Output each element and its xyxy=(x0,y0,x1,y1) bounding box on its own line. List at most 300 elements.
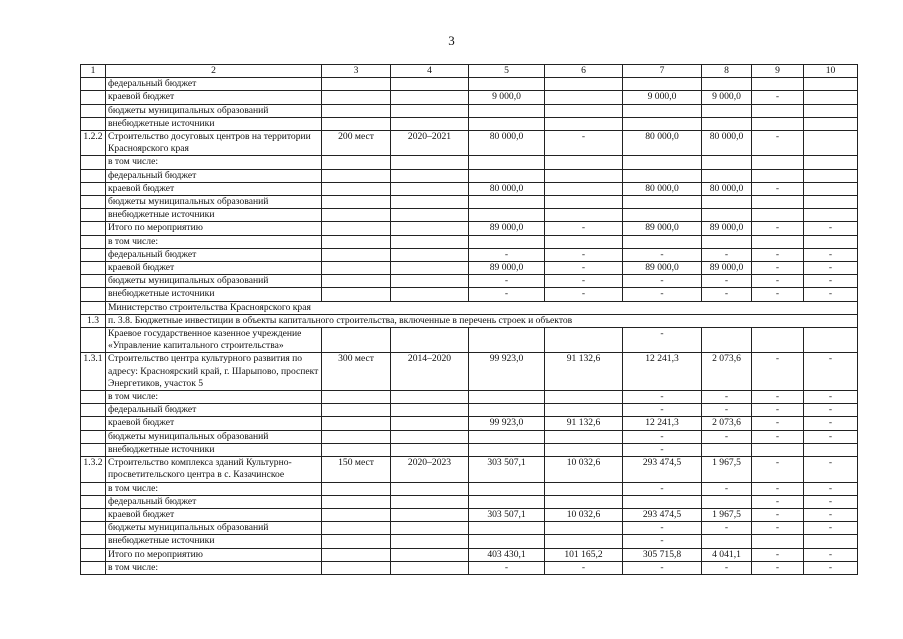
value-cell xyxy=(469,328,545,353)
row-number-cell xyxy=(81,222,106,235)
value-cell: - xyxy=(702,391,752,404)
value-cell xyxy=(391,156,469,169)
row-number-cell xyxy=(81,235,106,248)
value-cell xyxy=(702,443,752,456)
value-cell: 2020–2021 xyxy=(391,131,469,156)
value-cell: 2 073,6 xyxy=(702,353,752,391)
table-row xyxy=(81,235,858,248)
table-row xyxy=(81,353,858,391)
value-cell xyxy=(391,561,469,574)
value-cell xyxy=(322,508,391,521)
value-cell: - xyxy=(702,522,752,535)
value-cell: - xyxy=(545,222,623,235)
value-cell xyxy=(804,209,858,222)
value-cell xyxy=(322,196,391,209)
row-number-cell: 1.3 xyxy=(81,314,106,327)
description-cell: федеральный бюджет xyxy=(106,404,322,417)
value-cell: - xyxy=(702,430,752,443)
value-cell: - xyxy=(752,457,804,482)
value-cell: 1 967,5 xyxy=(702,508,752,521)
table-row xyxy=(81,314,858,327)
value-cell xyxy=(702,196,752,209)
description-cell: Строительство комплекса зданий Культурно-просветительского центра в с. Казачинское xyxy=(106,457,322,482)
section-title-cell: п. 3.8. Бюджетные инвестиции в объекты капитального строительства, включенные в перечень строек и объектов xyxy=(106,314,858,327)
col-header: 1 xyxy=(81,65,106,78)
value-cell xyxy=(391,417,469,430)
value-cell: - xyxy=(752,495,804,508)
value-cell: - xyxy=(702,482,752,495)
value-cell xyxy=(545,443,623,456)
table-row xyxy=(81,417,858,430)
table-row xyxy=(81,156,858,169)
value-cell: 101 165,2 xyxy=(545,548,623,561)
description-cell: Краевое государственное казенное учреждение «Управление капитального строительства» xyxy=(106,328,322,353)
row-number-cell xyxy=(81,117,106,130)
value-cell: - xyxy=(623,561,702,574)
value-cell xyxy=(391,78,469,91)
table-row xyxy=(81,495,858,508)
row-number-cell: 1.2.2 xyxy=(81,131,106,156)
value-cell xyxy=(702,209,752,222)
value-cell xyxy=(702,169,752,182)
row-number-cell xyxy=(81,430,106,443)
value-cell: - xyxy=(804,404,858,417)
value-cell: 89 000,0 xyxy=(702,262,752,275)
value-cell xyxy=(391,209,469,222)
col-header: 2 xyxy=(106,65,322,78)
value-cell xyxy=(623,196,702,209)
value-cell xyxy=(804,535,858,548)
col-header: 4 xyxy=(391,65,469,78)
value-cell xyxy=(322,482,391,495)
value-cell xyxy=(391,117,469,130)
value-cell xyxy=(545,182,623,195)
description-cell: федеральный бюджет xyxy=(106,248,322,261)
value-cell: - xyxy=(804,262,858,275)
value-cell xyxy=(322,417,391,430)
row-number-cell xyxy=(81,78,106,91)
value-cell xyxy=(391,535,469,548)
value-cell: 80 000,0 xyxy=(469,131,545,156)
value-cell xyxy=(804,169,858,182)
col-header: 9 xyxy=(752,65,804,78)
value-cell xyxy=(391,522,469,535)
value-cell xyxy=(391,248,469,261)
value-cell: - xyxy=(623,248,702,261)
header-row xyxy=(81,65,858,78)
description-cell: внебюджетные источники xyxy=(106,288,322,301)
table-row xyxy=(81,248,858,261)
description-cell: федеральный бюджет xyxy=(106,78,322,91)
value-cell xyxy=(322,328,391,353)
row-number-cell xyxy=(81,209,106,222)
value-cell xyxy=(469,169,545,182)
value-cell xyxy=(804,182,858,195)
value-cell: - xyxy=(469,248,545,261)
value-cell: - xyxy=(752,182,804,195)
value-cell xyxy=(545,156,623,169)
table-row xyxy=(81,522,858,535)
value-cell xyxy=(322,235,391,248)
value-cell xyxy=(702,328,752,353)
value-cell: - xyxy=(752,248,804,261)
value-cell xyxy=(702,235,752,248)
row-number-cell xyxy=(81,482,106,495)
description-cell: бюджеты муниципальных образований xyxy=(106,275,322,288)
value-cell xyxy=(391,288,469,301)
value-cell: - xyxy=(623,482,702,495)
value-cell xyxy=(391,508,469,521)
description-cell: Итого по мероприятию xyxy=(106,548,322,561)
value-cell xyxy=(322,91,391,104)
value-cell xyxy=(804,156,858,169)
value-cell xyxy=(322,262,391,275)
value-cell xyxy=(469,235,545,248)
description-cell: федеральный бюджет xyxy=(106,169,322,182)
value-cell: 80 000,0 xyxy=(623,182,702,195)
row-number-cell: 1.3.1 xyxy=(81,353,106,391)
description-cell: внебюджетные источники xyxy=(106,443,322,456)
value-cell xyxy=(545,196,623,209)
description-cell: Строительство досуговых центров на территории Красноярского края xyxy=(106,131,322,156)
value-cell xyxy=(545,328,623,353)
col-header: 6 xyxy=(545,65,623,78)
value-cell: - xyxy=(702,275,752,288)
value-cell: 2 073,6 xyxy=(702,417,752,430)
table-row xyxy=(81,131,858,156)
value-cell: - xyxy=(545,131,623,156)
value-cell xyxy=(752,535,804,548)
value-cell: - xyxy=(804,561,858,574)
value-cell: - xyxy=(623,391,702,404)
description-cell: Итого по мероприятию xyxy=(106,222,322,235)
description-cell: краевой бюджет xyxy=(106,508,322,521)
value-cell: - xyxy=(545,561,623,574)
row-number-cell xyxy=(81,522,106,535)
value-cell xyxy=(469,495,545,508)
value-cell: - xyxy=(752,508,804,521)
value-cell: 99 923,0 xyxy=(469,353,545,391)
value-cell: 89 000,0 xyxy=(469,262,545,275)
value-cell xyxy=(469,430,545,443)
value-cell: - xyxy=(623,535,702,548)
value-cell xyxy=(545,209,623,222)
value-cell: 12 241,3 xyxy=(623,417,702,430)
value-cell xyxy=(322,275,391,288)
value-cell xyxy=(623,104,702,117)
value-cell xyxy=(545,404,623,417)
value-cell: - xyxy=(469,288,545,301)
value-cell: 303 507,1 xyxy=(469,457,545,482)
value-cell: 80 000,0 xyxy=(623,131,702,156)
value-cell xyxy=(322,548,391,561)
value-cell xyxy=(469,196,545,209)
table-row xyxy=(81,535,858,548)
description-cell: в том числе: xyxy=(106,482,322,495)
value-cell xyxy=(469,391,545,404)
value-cell xyxy=(752,104,804,117)
table-row xyxy=(81,457,858,482)
value-cell: - xyxy=(545,275,623,288)
value-cell: - xyxy=(752,391,804,404)
table-row xyxy=(81,561,858,574)
value-cell xyxy=(804,443,858,456)
value-cell: 305 715,8 xyxy=(623,548,702,561)
value-cell xyxy=(545,91,623,104)
value-cell xyxy=(752,209,804,222)
value-cell xyxy=(322,535,391,548)
row-number-cell xyxy=(81,328,106,353)
value-cell xyxy=(322,522,391,535)
section-title-cell: Министерство строительства Красноярского края xyxy=(106,301,858,314)
table-row xyxy=(81,262,858,275)
col-header: 8 xyxy=(702,65,752,78)
description-cell: бюджеты муниципальных образований xyxy=(106,104,322,117)
value-cell xyxy=(469,78,545,91)
value-cell: 91 132,6 xyxy=(545,353,623,391)
description-cell: в том числе: xyxy=(106,156,322,169)
description-cell: краевой бюджет xyxy=(106,417,322,430)
value-cell xyxy=(469,104,545,117)
value-cell xyxy=(623,495,702,508)
value-cell xyxy=(623,117,702,130)
table-row xyxy=(81,78,858,91)
table-row xyxy=(81,104,858,117)
col-header: 10 xyxy=(804,65,858,78)
value-cell: 150 мест xyxy=(322,457,391,482)
value-cell: - xyxy=(752,522,804,535)
value-cell: - xyxy=(804,417,858,430)
page-number: 3 xyxy=(448,33,455,48)
row-number-cell xyxy=(81,156,106,169)
row-number-cell xyxy=(81,391,106,404)
value-cell xyxy=(391,328,469,353)
value-cell xyxy=(702,104,752,117)
value-cell xyxy=(623,156,702,169)
col-header: 5 xyxy=(469,65,545,78)
value-cell: - xyxy=(752,548,804,561)
value-cell xyxy=(545,117,623,130)
description-cell: внебюджетные источники xyxy=(106,535,322,548)
description-cell: бюджеты муниципальных образований xyxy=(106,196,322,209)
row-number-cell xyxy=(81,275,106,288)
value-cell xyxy=(322,104,391,117)
value-cell: 1 967,5 xyxy=(702,457,752,482)
value-cell xyxy=(752,235,804,248)
table-row xyxy=(81,391,858,404)
value-cell: 10 032,6 xyxy=(545,508,623,521)
row-number-cell xyxy=(81,248,106,261)
table-row xyxy=(81,508,858,521)
value-cell: 2020–2023 xyxy=(391,457,469,482)
value-cell xyxy=(804,328,858,353)
value-cell xyxy=(322,561,391,574)
value-cell: - xyxy=(804,457,858,482)
description-cell: бюджеты муниципальных образований xyxy=(106,522,322,535)
value-cell xyxy=(804,78,858,91)
description-cell: федеральный бюджет xyxy=(106,495,322,508)
value-cell xyxy=(322,404,391,417)
value-cell: - xyxy=(623,522,702,535)
value-cell xyxy=(469,522,545,535)
value-cell: 9 000,0 xyxy=(702,91,752,104)
value-cell xyxy=(469,156,545,169)
value-cell: 2014–2020 xyxy=(391,353,469,391)
description-cell: Строительство центра культурного развития по адресу: Красноярский край, г. Шарыпово, проспект Энергетиков, участок 5 xyxy=(106,353,322,391)
description-cell: внебюджетные источники xyxy=(106,209,322,222)
value-cell: 4 041,1 xyxy=(702,548,752,561)
value-cell xyxy=(545,391,623,404)
value-cell: 200 мест xyxy=(322,131,391,156)
row-number-cell xyxy=(81,196,106,209)
value-cell xyxy=(391,222,469,235)
value-cell xyxy=(702,535,752,548)
description-cell: в том числе: xyxy=(106,561,322,574)
value-cell: 89 000,0 xyxy=(623,222,702,235)
row-number-cell xyxy=(81,443,106,456)
value-cell xyxy=(469,117,545,130)
value-cell: 89 000,0 xyxy=(702,222,752,235)
row-number-cell xyxy=(81,169,106,182)
value-cell xyxy=(545,430,623,443)
value-cell: - xyxy=(804,353,858,391)
value-cell xyxy=(391,495,469,508)
table-row xyxy=(81,288,858,301)
row-number-cell xyxy=(81,548,106,561)
table-row xyxy=(81,301,858,314)
value-cell xyxy=(322,430,391,443)
value-cell xyxy=(322,182,391,195)
value-cell: - xyxy=(804,508,858,521)
value-cell: 9 000,0 xyxy=(623,91,702,104)
value-cell: - xyxy=(702,404,752,417)
table-row xyxy=(81,404,858,417)
value-cell: - xyxy=(623,275,702,288)
row-number-cell xyxy=(81,182,106,195)
value-cell: - xyxy=(752,222,804,235)
row-number-cell xyxy=(81,91,106,104)
value-cell: 293 474,5 xyxy=(623,508,702,521)
value-cell: - xyxy=(752,131,804,156)
table-row xyxy=(81,169,858,182)
row-number-cell xyxy=(81,301,106,314)
row-number-cell xyxy=(81,535,106,548)
value-cell xyxy=(752,78,804,91)
value-cell: - xyxy=(804,482,858,495)
description-cell: в том числе: xyxy=(106,391,322,404)
value-cell: - xyxy=(752,288,804,301)
value-cell: - xyxy=(623,328,702,353)
value-cell xyxy=(322,209,391,222)
value-cell xyxy=(804,131,858,156)
value-cell xyxy=(391,443,469,456)
value-cell xyxy=(322,495,391,508)
value-cell xyxy=(391,196,469,209)
table-row xyxy=(81,548,858,561)
value-cell xyxy=(752,169,804,182)
value-cell: - xyxy=(545,262,623,275)
value-cell xyxy=(752,328,804,353)
value-cell xyxy=(752,443,804,456)
value-cell: - xyxy=(752,404,804,417)
value-cell xyxy=(545,495,623,508)
value-cell xyxy=(545,482,623,495)
value-cell: 293 474,5 xyxy=(623,457,702,482)
row-number-cell xyxy=(81,262,106,275)
value-cell xyxy=(391,182,469,195)
table-row xyxy=(81,430,858,443)
row-number-cell xyxy=(81,508,106,521)
value-cell: - xyxy=(804,430,858,443)
budget-table xyxy=(80,64,858,575)
value-cell xyxy=(391,262,469,275)
value-cell xyxy=(391,391,469,404)
value-cell: 91 132,6 xyxy=(545,417,623,430)
value-cell: 12 241,3 xyxy=(623,353,702,391)
value-cell: - xyxy=(752,417,804,430)
row-number-cell xyxy=(81,104,106,117)
description-cell: краевой бюджет xyxy=(106,182,322,195)
value-cell: - xyxy=(752,430,804,443)
value-cell xyxy=(623,78,702,91)
value-cell: 80 000,0 xyxy=(702,131,752,156)
value-cell: 300 мест xyxy=(322,353,391,391)
description-cell: внебюджетные источники xyxy=(106,117,322,130)
value-cell xyxy=(469,443,545,456)
value-cell: - xyxy=(469,561,545,574)
value-cell: - xyxy=(545,248,623,261)
row-number-cell xyxy=(81,495,106,508)
value-cell xyxy=(545,78,623,91)
row-number-cell xyxy=(81,417,106,430)
value-cell: - xyxy=(702,561,752,574)
value-cell xyxy=(469,482,545,495)
value-cell xyxy=(322,248,391,261)
row-number-cell xyxy=(81,561,106,574)
value-cell: - xyxy=(623,430,702,443)
value-cell: - xyxy=(752,353,804,391)
value-cell: - xyxy=(804,222,858,235)
value-cell: - xyxy=(804,288,858,301)
value-cell: - xyxy=(804,391,858,404)
row-number-cell xyxy=(81,288,106,301)
value-cell: 403 430,1 xyxy=(469,548,545,561)
table-body xyxy=(81,78,858,575)
value-cell: - xyxy=(752,561,804,574)
value-cell xyxy=(391,169,469,182)
value-cell xyxy=(804,117,858,130)
value-cell xyxy=(804,91,858,104)
value-cell: 80 000,0 xyxy=(469,182,545,195)
value-cell xyxy=(322,443,391,456)
value-cell: - xyxy=(702,248,752,261)
value-cell: - xyxy=(702,288,752,301)
value-cell xyxy=(391,91,469,104)
value-cell xyxy=(469,404,545,417)
value-cell xyxy=(391,404,469,417)
row-number-cell: 1.3.2 xyxy=(81,457,106,482)
value-cell xyxy=(391,430,469,443)
value-cell xyxy=(623,169,702,182)
value-cell xyxy=(469,535,545,548)
value-cell xyxy=(545,535,623,548)
value-cell xyxy=(623,235,702,248)
table-row xyxy=(81,222,858,235)
description-cell: бюджеты муниципальных образований xyxy=(106,430,322,443)
value-cell: 89 000,0 xyxy=(623,262,702,275)
value-cell: - xyxy=(804,275,858,288)
value-cell: - xyxy=(752,262,804,275)
